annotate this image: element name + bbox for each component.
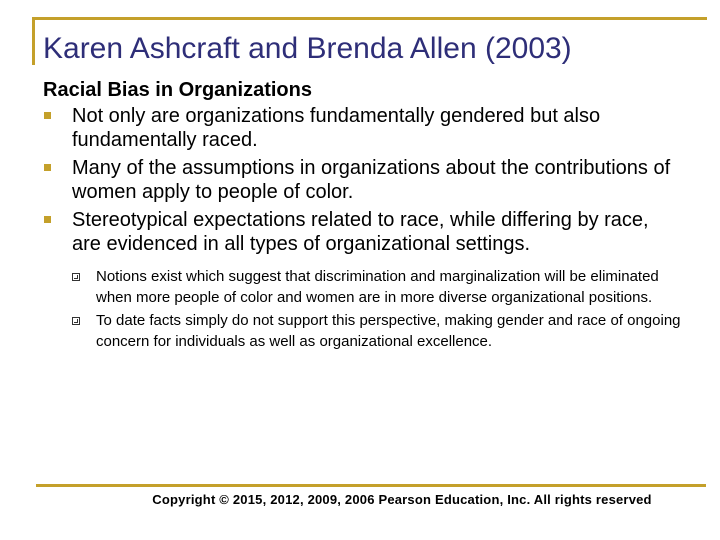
sub-bullet-text: Notions exist which suggest that discrimination and marginalization will be eliminated when more people of color and women are in more diverse organizational positions.: [96, 268, 659, 306]
footer-rule: [36, 484, 706, 487]
slide-subheading: Racial Bias in Organizations: [43, 79, 312, 101]
frame-top-rule: [32, 17, 707, 20]
sub-bullet-item: [72, 310, 683, 352]
bullet-text: Not only are organizations fundamentally gendered but also fundamentally raced.: [72, 105, 601, 151]
copyright-footer: Copyright © 2015, 2012, 2009, 2006 Pearson Education, Inc. All rights reserved: [152, 492, 652, 507]
sub-bullet-list: [72, 266, 683, 352]
square-bullet-icon: [44, 164, 51, 171]
square-bullet-icon: [44, 216, 51, 223]
hollow-square-bullet-icon: [72, 273, 80, 281]
slide-body: [43, 78, 683, 356]
slide-title: Karen Ashcraft and Brenda Allen (2003): [43, 32, 572, 65]
hollow-square-bullet-icon: [72, 317, 80, 325]
bullet-item: [43, 208, 683, 352]
sub-bullet-item: [72, 266, 683, 308]
square-bullet-icon: [44, 112, 51, 119]
sub-bullet-text: To date facts simply do not support this perspective, making gender and race of ongoing concern for individuals as well as organizational excellence.: [96, 312, 681, 350]
bullet-text: Many of the assumptions in organizations about the contributions of women apply to people of color.: [72, 157, 671, 203]
bullet-list: [43, 104, 683, 352]
bullet-text: Stereotypical expectations related to race, while differing by race, are evidenced in all types of organizational settings.: [72, 209, 649, 255]
bullet-item: [43, 156, 683, 204]
frame-left-rule: [32, 17, 35, 65]
bullet-item: [43, 104, 683, 152]
